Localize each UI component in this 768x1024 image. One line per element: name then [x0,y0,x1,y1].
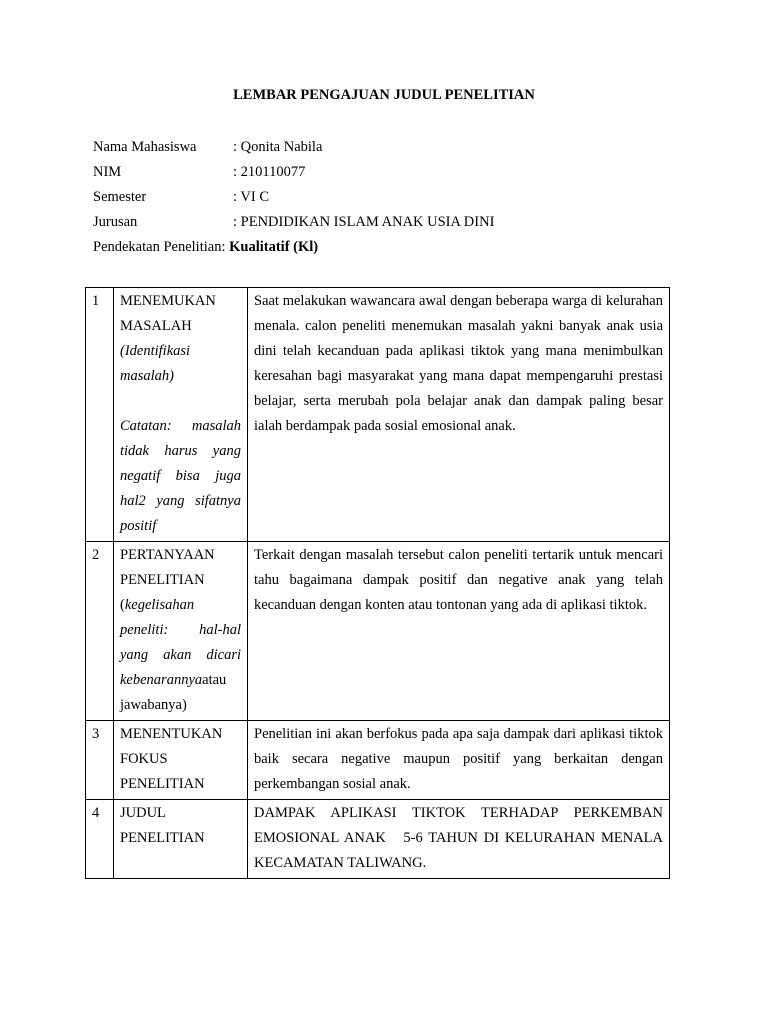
row-description: Terkait dengan masalah tersebut calon peneliti tertarik untuk mencari tahu bagaimana dampak positif dan negative anak yang telah kecanduan dengan konten atau tontonan yang ada di aplikasi tiktok. [248,542,670,721]
row-subheading-close: atau jawabanya) [120,672,227,713]
row-description: Penelitian ini akan berfokus pada apa saja dampak dari aplikasi tiktok baik secara negative maupun positif yang berkaitan dengan perkembangan sosial anak. [248,721,670,800]
info-row-jurusan [93,213,494,238]
row-number: 4 [86,800,114,879]
info-label: Semester [93,189,147,205]
info-value: : Qonita Nabila [233,139,323,155]
row-subheading: (Identifikasi masalah) [120,343,191,384]
row-number: 1 [86,288,114,542]
row-description: DAMPAK APLIKASI TIKTOK TERHADAP PERKEMBAN EMOSIONAL ANAK 5-6 TAHUN DI KELURAHAN MENALA KECAMATAN TALIWANG. [248,800,670,879]
row-subheading-italic: kegelisahan peneliti: hal-hal yang akan dicari kebenarannya [120,597,241,688]
row-heading-cell [114,288,248,542]
info-row-nim [93,163,494,188]
info-label: Jurusan [93,214,138,230]
info-value: : VI C [233,189,269,205]
info-row-semester [93,188,494,213]
info-row-name [93,138,494,163]
info-row-pendekatan [93,238,494,263]
table-row [86,542,670,721]
table-row [86,288,670,542]
info-label: Pendekatan Penelitian [93,239,222,255]
info-label: NIM [93,164,122,180]
research-table [85,287,670,879]
row-note: Catatan: masalah tidak harus yang negatif bisa juga hal2 yang sifatnya positif [120,418,241,534]
student-info [93,138,494,263]
info-label: Nama Mahasiswa [93,139,197,155]
info-value: : 210110077 [233,164,306,180]
row-heading: MENEMUKAN MASALAH [120,293,216,334]
row-heading: MENENTUKAN FOKUS PENELITIAN [114,721,248,800]
row-heading: PERTANYAAN PENELITIAN [120,547,215,588]
row-description: Saat melakukan wawancara awal dengan beberapa warga di kelurahan menala. calon peneliti menemukan masalah yakni banyak anak usia dini telah kecanduan pada aplikasi tiktok yang mana menimbulkan keresahan bagi masyarakat yang mana dapat mempengaruhi prestasi belajar, serta merubah pola belajar anak dan dampak paling besar ialah berdampak pada sosial emosional anak. [248,288,670,542]
row-subheading-open: ( [120,597,125,613]
row-number: 2 [86,542,114,721]
table-row [86,721,670,800]
info-value: Kualitatif (Kl) [229,239,319,255]
page-title: LEMBAR PENGAJUAN JUDUL PENELITIAN [233,87,535,103]
info-value: : PENDIDIKAN ISLAM ANAK USIA DINI [233,214,495,230]
info-separator: : [221,239,230,255]
row-heading-cell [114,542,248,721]
row-heading: JUDUL PENELITIAN [114,800,248,879]
row-subheading [120,593,241,718]
row-number: 3 [86,721,114,800]
table-row [86,800,670,879]
